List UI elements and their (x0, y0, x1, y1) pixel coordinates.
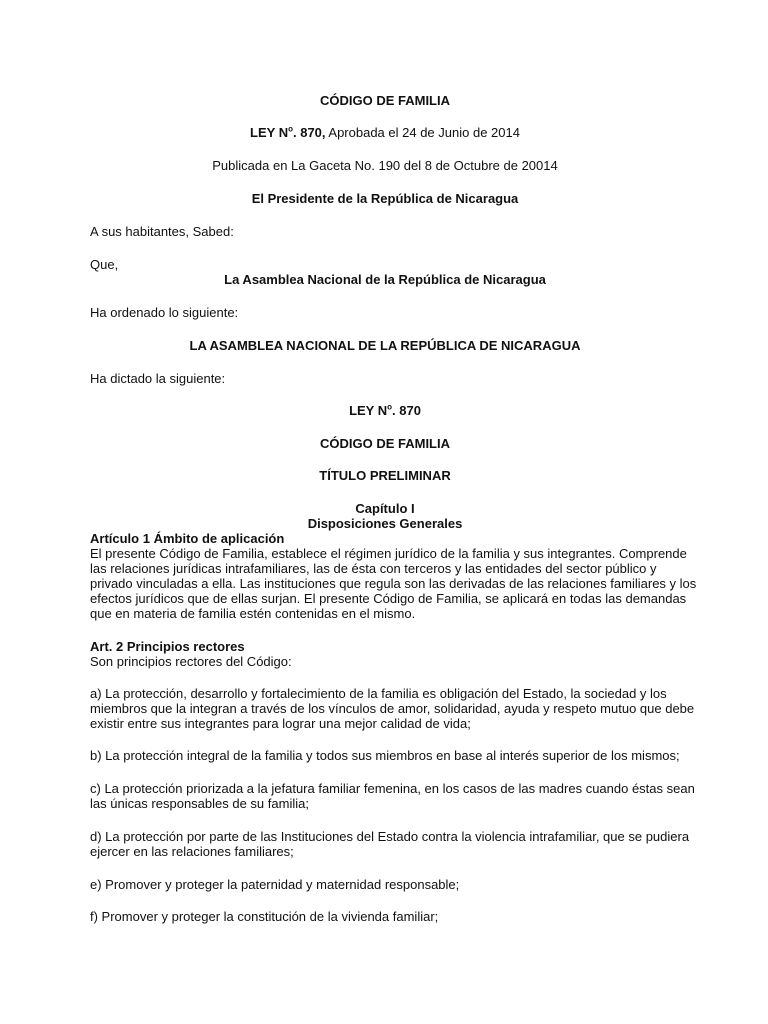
law-number-prefix: LEY N (250, 125, 289, 140)
article-2-intro: Son principios rectores del Código: (90, 654, 292, 669)
principle-d (90, 829, 690, 859)
asamblea-heading: La Asamblea Nacional de la República de Nicaragua (224, 272, 546, 287)
principle-c-line: c) La protección priorizada a la jefatura familiar femenina, en los casos de las madres cuando éstas sean (90, 781, 695, 796)
approval-date: Aprobada el 24 de Junio de 2014 (325, 125, 520, 140)
article-1-line: privado vinculadas a ella. Las instituciones que regula son las derivadas de las relaciones familiares y los (90, 576, 697, 591)
president-heading: El Presidente de la República de Nicaragua (251, 191, 519, 206)
principle-e-line: e) Promover y proteger la paternidad y maternidad responsable; (90, 877, 460, 892)
law-heading-number: . 870 (392, 403, 421, 418)
principle-d-line: d) La protección por parte de las Instituciones del Estado contra la violencia intrafamiliar, que se pudiera (90, 829, 690, 844)
principle-d-line: ejercer en las relaciones familiares; (90, 844, 294, 859)
principle-a (90, 686, 695, 731)
law-heading-prefix: LEY N (349, 403, 388, 418)
principle-a-line: a) La protección, desarrollo y fortalecimiento de la familia es obligación del Estado, la sociedad y los (90, 686, 667, 701)
principle-a-line: existir entre sus integrantes para lograr una mejor calidad de vida; (90, 716, 471, 731)
law-number-sup: o (288, 124, 293, 134)
principle-a-line: miembros que la integran a través de los vínculos de amor, solidaridad, ayuda y respeto mutuo que debe (90, 701, 695, 716)
article-1-line: que en materia de familia estén contenidas en el mismo. (90, 606, 416, 621)
principle-b-line: b) La protección integral de la familia y todos sus miembros en base al interés superior de los mismos; (90, 748, 680, 763)
capitulo-name: Disposiciones Generales (307, 516, 463, 531)
principle-f-line: f) Promover y proteger la constitución de la vivienda familiar; (90, 909, 439, 924)
principle-c-line: las únicas responsables de su familia; (90, 796, 309, 811)
principle-b (90, 748, 690, 763)
law-number: . 870, (292, 125, 326, 140)
document-title: CÓDIGO DE FAMILIA (320, 93, 450, 108)
law-heading-sup: o (387, 402, 393, 412)
law-approval-line (90, 125, 680, 140)
titulo-heading: TÍTULO PRELIMINAR (319, 468, 451, 483)
principle-e (90, 877, 690, 892)
article-1-line: las relaciones jurídicas intrafamiliares, las de ésta con terceros y las entidades del sector público y (90, 561, 657, 576)
article-1-line: efectos jurídicos que de ellas surjan. El presente Código de Familia, se aplicará en todas las demandas (90, 591, 687, 606)
article-1-body (90, 546, 697, 621)
habitantes-line: A sus habitantes, Sabed: (90, 224, 234, 239)
dictado-line: Ha dictado la siguiente: (90, 371, 226, 386)
principle-c (90, 781, 695, 811)
asamblea-caps-heading: LA ASAMBLEA NACIONAL DE LA REPÚBLICA DE NICARAGUA (189, 338, 581, 353)
codigo-heading: CÓDIGO DE FAMILIA (320, 436, 450, 451)
ordenado-line: Ha ordenado lo siguiente: (90, 305, 239, 320)
article-1-heading: Artículo 1 Ámbito de aplicación (90, 531, 285, 546)
principle-f (90, 909, 690, 924)
article-1-line: El presente Código de Familia, establece el régimen jurídico de la familia y sus integrantes. Comprende (90, 546, 687, 561)
publication-line: Publicada en La Gaceta No. 190 del 8 de Octubre de 20014 (212, 158, 558, 173)
law-heading (90, 403, 680, 418)
capitulo-heading: Capítulo I (355, 501, 415, 516)
article-2-heading: Art. 2 Principios rectores (90, 639, 245, 654)
que-line: Que, (90, 257, 119, 272)
